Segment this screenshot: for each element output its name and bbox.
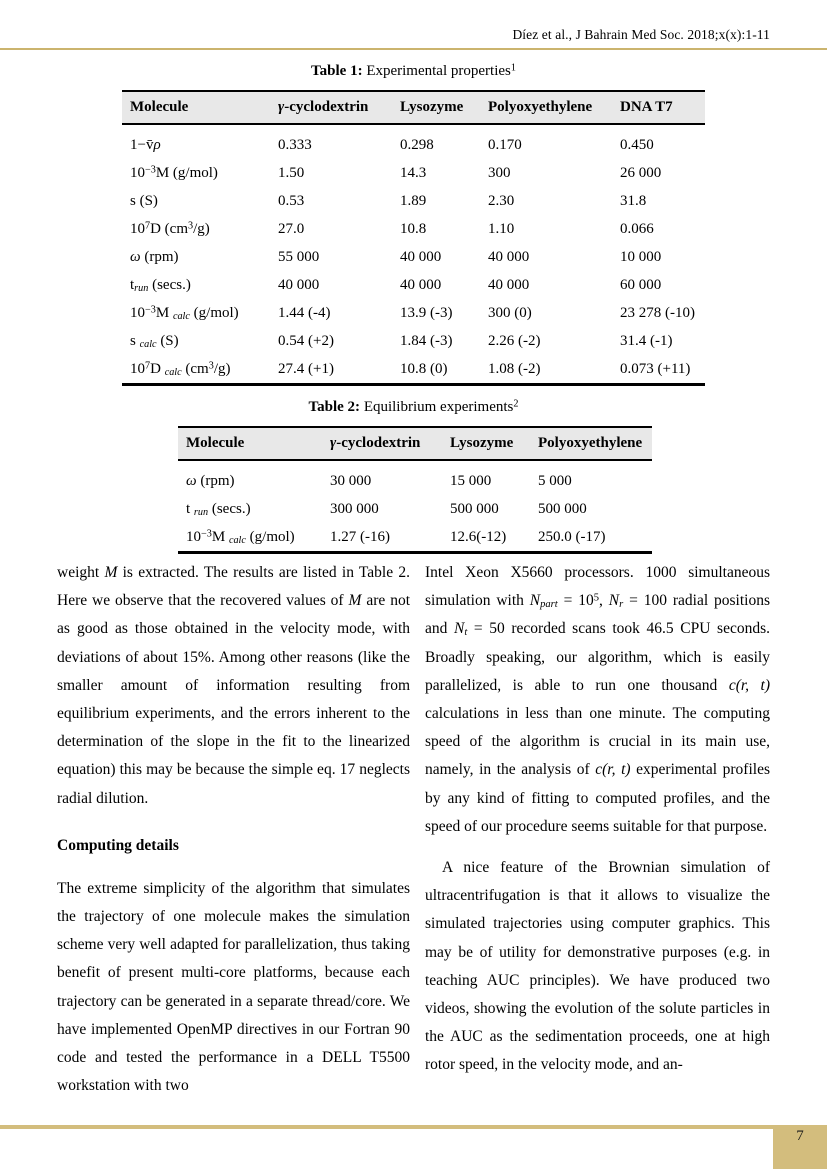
table-cell: 31.4 (-1) (620, 332, 673, 349)
table-header-row (178, 427, 652, 460)
table-cell: 23 278 (-10) (620, 304, 695, 321)
table-cell: 300 000 (330, 500, 379, 517)
text-segment: ρ (153, 136, 161, 153)
text-segment: , (598, 592, 609, 610)
table-equilibrium-experiments (178, 426, 652, 554)
table-experimental-properties (122, 90, 705, 386)
text-segment: /g) (213, 360, 231, 377)
body-paragraph (57, 559, 410, 813)
table-cell: 40 000 (400, 276, 442, 293)
table-cell: 0.298 (400, 136, 434, 153)
text-segment: ω (186, 472, 197, 489)
row-label (122, 327, 278, 355)
text-segment: is extracted. The results are listed in Table 2. Here we observe that the recovered values of (57, 564, 410, 610)
text-segment: γ (330, 435, 337, 451)
table-cell: 40 000 (488, 248, 530, 265)
text-segment: 5 (593, 592, 599, 604)
text-segment: Polyoxyethylene (488, 99, 593, 115)
text-segment: D (150, 360, 165, 377)
text-segment: The extreme simplicity of the algorithm that simulates the trajectory of one molecule makes the simulation scheme very well adapted for parallelization, thus taking benefit of present multi-core platforms, because each trajectory can be generated in a separate thread/core. We have implemented OpenMP directives in our Fortran 90 code and tested the performance in a DELL T5500 workstation with two (57, 879, 410, 1095)
table-cell: 13.9 (-3) (400, 304, 453, 321)
table-cell: 0.54 (+2) (278, 332, 334, 349)
text-segment: 10 (130, 304, 145, 321)
text-segment: t (130, 276, 135, 293)
table-cell: 10.8 (400, 220, 427, 237)
table-cell: 27.4 (+1) (278, 360, 334, 377)
table-header-row (122, 91, 705, 124)
text-segment: −3 (201, 528, 212, 540)
table-row (178, 495, 652, 523)
text-segment: M (155, 304, 173, 321)
table-cell: 27.0 (278, 220, 305, 237)
table-cell: 26 000 (620, 164, 662, 181)
text-segment: ω (130, 248, 141, 265)
text-segment: 1 (510, 62, 516, 74)
text-segment: calc (139, 338, 157, 350)
text-segment: −3 (145, 164, 156, 176)
table-cell: 40 000 (400, 248, 442, 265)
text-segment: 2 (513, 398, 519, 410)
table-cell: 10.8 (0) (400, 360, 448, 377)
table-cell: 60 000 (620, 276, 662, 293)
text-segment: 10 (130, 360, 145, 377)
text-segment: Intel Xeon X5660 processors. 1000 simultaneous simulation with (425, 564, 770, 610)
text-segment: (g/mol) (189, 304, 239, 321)
text-segment: = 10 (557, 592, 594, 610)
column-header (178, 427, 330, 460)
table-cell: 0.53 (278, 192, 305, 209)
text-segment: calc (164, 366, 182, 378)
text-segment: 7 (145, 220, 151, 232)
column-header (330, 427, 450, 460)
table-cell: 1.89 (400, 192, 427, 209)
running-header-citation: Díez et al., J Bahrain Med Soc. 2018;x(x):1-11 (512, 27, 770, 42)
table-cell: 30 000 (330, 472, 372, 489)
table-cell: 1.27 (-16) (330, 528, 390, 545)
text-segment: part (540, 599, 558, 611)
table-cell: 250.0 (-17) (538, 528, 606, 545)
table-cell: 55 000 (278, 248, 320, 265)
text-segment: = 100 radial positions and (425, 592, 771, 638)
text-segment: Polyoxyethylene (538, 435, 643, 451)
text-segment: A nice feature of the Brownian simulation of ultracentrifugation is that it allows to visualize the simulated trajectories using computer graphics. This may be of utility for demonstrative purposes (e.g. in teaching AUC principles). We have produced two videos, showing the evolution of the solute particles in the AUC as the sedimentation proceeds, one at high rotor speed, in the velocity mode, and an- (425, 859, 770, 1074)
table-cell: 40 000 (278, 276, 320, 293)
row-label (178, 495, 330, 523)
row-label (122, 159, 278, 187)
text-segment: (secs.) (148, 276, 191, 293)
table-cell: 1.84 (-3) (400, 332, 453, 349)
table-cell: 500 000 (450, 500, 499, 517)
text-segment: M (211, 528, 229, 545)
text-segment: calc (172, 310, 190, 322)
text-segment: D (cm (150, 220, 188, 237)
table-cell: 1.50 (278, 164, 305, 181)
table-cell: 300 (488, 164, 511, 181)
text-segment: Lysozyme (400, 99, 464, 115)
column-header (450, 427, 538, 460)
row-label (122, 187, 278, 215)
body-paragraph (425, 559, 770, 841)
header-rule (0, 48, 827, 50)
text-segment: run (134, 282, 149, 294)
table-cell: 40 000 (488, 276, 530, 293)
text-segment: (rpm) (140, 248, 179, 265)
table-cell: 300 (0) (488, 304, 532, 321)
table-cell: 15 000 (450, 472, 492, 489)
row-label (122, 355, 278, 385)
text-segment: Lysozyme (450, 435, 514, 451)
table-cell: 1.10 (488, 220, 515, 237)
footer-rule (0, 1125, 827, 1129)
table-cell: 1.44 (-4) (278, 304, 331, 321)
table-cell: 14.3 (400, 164, 427, 181)
table-row (178, 460, 652, 495)
text-segment: t (464, 627, 468, 639)
text-segment: -cyclodextrin (284, 99, 369, 115)
row-label (122, 215, 278, 243)
text-segment: N (454, 620, 465, 638)
text-segment: 10 (130, 220, 145, 237)
table-row (122, 299, 705, 327)
text-segment: s (130, 332, 140, 349)
row-label (122, 243, 278, 271)
text-segment: /g) (193, 220, 210, 237)
text-segment: s (S) (130, 192, 158, 209)
table-cell: 0.073 (+11) (620, 360, 691, 377)
text-segment: Equilibrium experiments (360, 399, 514, 415)
text-segment: 3 (208, 360, 214, 372)
text-segment: Table 2: (308, 399, 361, 415)
text-segment: M (104, 564, 118, 581)
table-cell: 0.170 (488, 136, 522, 153)
column-header (488, 91, 620, 124)
text-segment: calc (228, 534, 246, 546)
text-segment: 10 (130, 164, 145, 181)
body-column-right (425, 559, 770, 1100)
text-segment: r (619, 599, 624, 611)
table-row (122, 215, 705, 243)
text-segment: are not as good as those obtained in the velocity mode, with deviations of about 15%. Among other reasons (like the smaller amount of information resulting from equilibrium experiments, and the errors inherent to the determination of the slope in the fit to the linearized equation) this may be because the simple eq. 17 neglects radial dilution. (57, 592, 410, 807)
table-cell: 2.30 (488, 192, 515, 209)
text-segment: experimental profiles by any kind of fitting to computed profiles, and the speed of our procedure seems suitable for that purpose. (425, 761, 770, 835)
text-segment: c(r, t) (595, 761, 631, 779)
page-number-block (773, 1125, 827, 1169)
column-header (538, 427, 652, 460)
row-label (178, 460, 330, 495)
text-segment: 10 (186, 528, 201, 545)
table-row (122, 187, 705, 215)
text-segment: c(r, t) (728, 676, 770, 694)
text-segment: DNA T7 (620, 99, 673, 115)
text-segment: t (186, 500, 194, 517)
row-label (122, 124, 278, 159)
table-cell: 500 000 (538, 500, 587, 517)
table-cell: 1.08 (-2) (488, 360, 541, 377)
text-segment: -cyclodextrin (336, 435, 421, 451)
text-segment: 7 (145, 360, 151, 372)
text-segment: Experimental properties (362, 63, 511, 79)
table-row (122, 159, 705, 187)
column-header (620, 91, 705, 124)
row-label (122, 299, 278, 327)
text-segment: (S) (156, 332, 179, 349)
table-row (178, 523, 652, 553)
body-columns (57, 559, 770, 1100)
text-segment: (g/mol) (245, 528, 295, 545)
text-segment: M (g/mol) (155, 164, 218, 181)
text-segment: N (608, 592, 620, 610)
table-cell: 0.450 (620, 136, 654, 153)
page-number: 7 (796, 1128, 804, 1144)
text-segment: −3 (145, 304, 156, 316)
table-row (122, 355, 705, 385)
table-cell: 10 000 (620, 248, 662, 265)
row-label (178, 523, 330, 553)
section-heading (57, 836, 410, 856)
table-cell: 31.8 (620, 192, 647, 209)
text-segment: M (348, 592, 362, 610)
table1-caption (0, 63, 827, 80)
column-header (122, 91, 278, 124)
text-segment: run (193, 506, 209, 518)
table-cell: 12.6(-12) (450, 528, 507, 545)
text-segment: γ (278, 99, 285, 115)
body-paragraph (57, 875, 410, 1101)
table2-caption (0, 399, 827, 416)
column-header (278, 91, 400, 124)
text-segment: 3 (188, 220, 194, 232)
table-row (122, 243, 705, 271)
text-segment: Computing details (57, 836, 179, 854)
text-segment: (cm (181, 360, 209, 377)
table-cell: 0.066 (620, 220, 654, 237)
text-segment: calculations in less than one minute. The computing speed of the algorithm is crucial in its main use, namely, in the analysis of (425, 705, 770, 779)
text-segment: weight (57, 564, 105, 581)
text-segment: Table 1: (311, 63, 363, 79)
table-cell: 0.333 (278, 136, 312, 153)
body-paragraph (425, 854, 770, 1080)
row-label (122, 271, 278, 299)
table-cell: 2.26 (-2) (488, 332, 541, 349)
text-segment: = 50 recorded scans took 46.5 CPU seconds. Broadly speaking, our algorithm, which is easily parallelized, is able to run one thousand (425, 620, 770, 694)
table-row (122, 327, 705, 355)
column-header (400, 91, 488, 124)
text-segment: (secs.) (208, 500, 251, 517)
table-cell: 5 000 (538, 472, 572, 489)
body-column-left (57, 559, 410, 1100)
text-segment: (rpm) (196, 472, 235, 489)
table-row (122, 271, 705, 299)
text-segment: Molecule (130, 99, 189, 115)
text-segment: Molecule (186, 435, 245, 451)
table-row (122, 124, 705, 159)
text-segment: N (529, 592, 541, 610)
text-segment: 1−v̄ (130, 136, 154, 153)
